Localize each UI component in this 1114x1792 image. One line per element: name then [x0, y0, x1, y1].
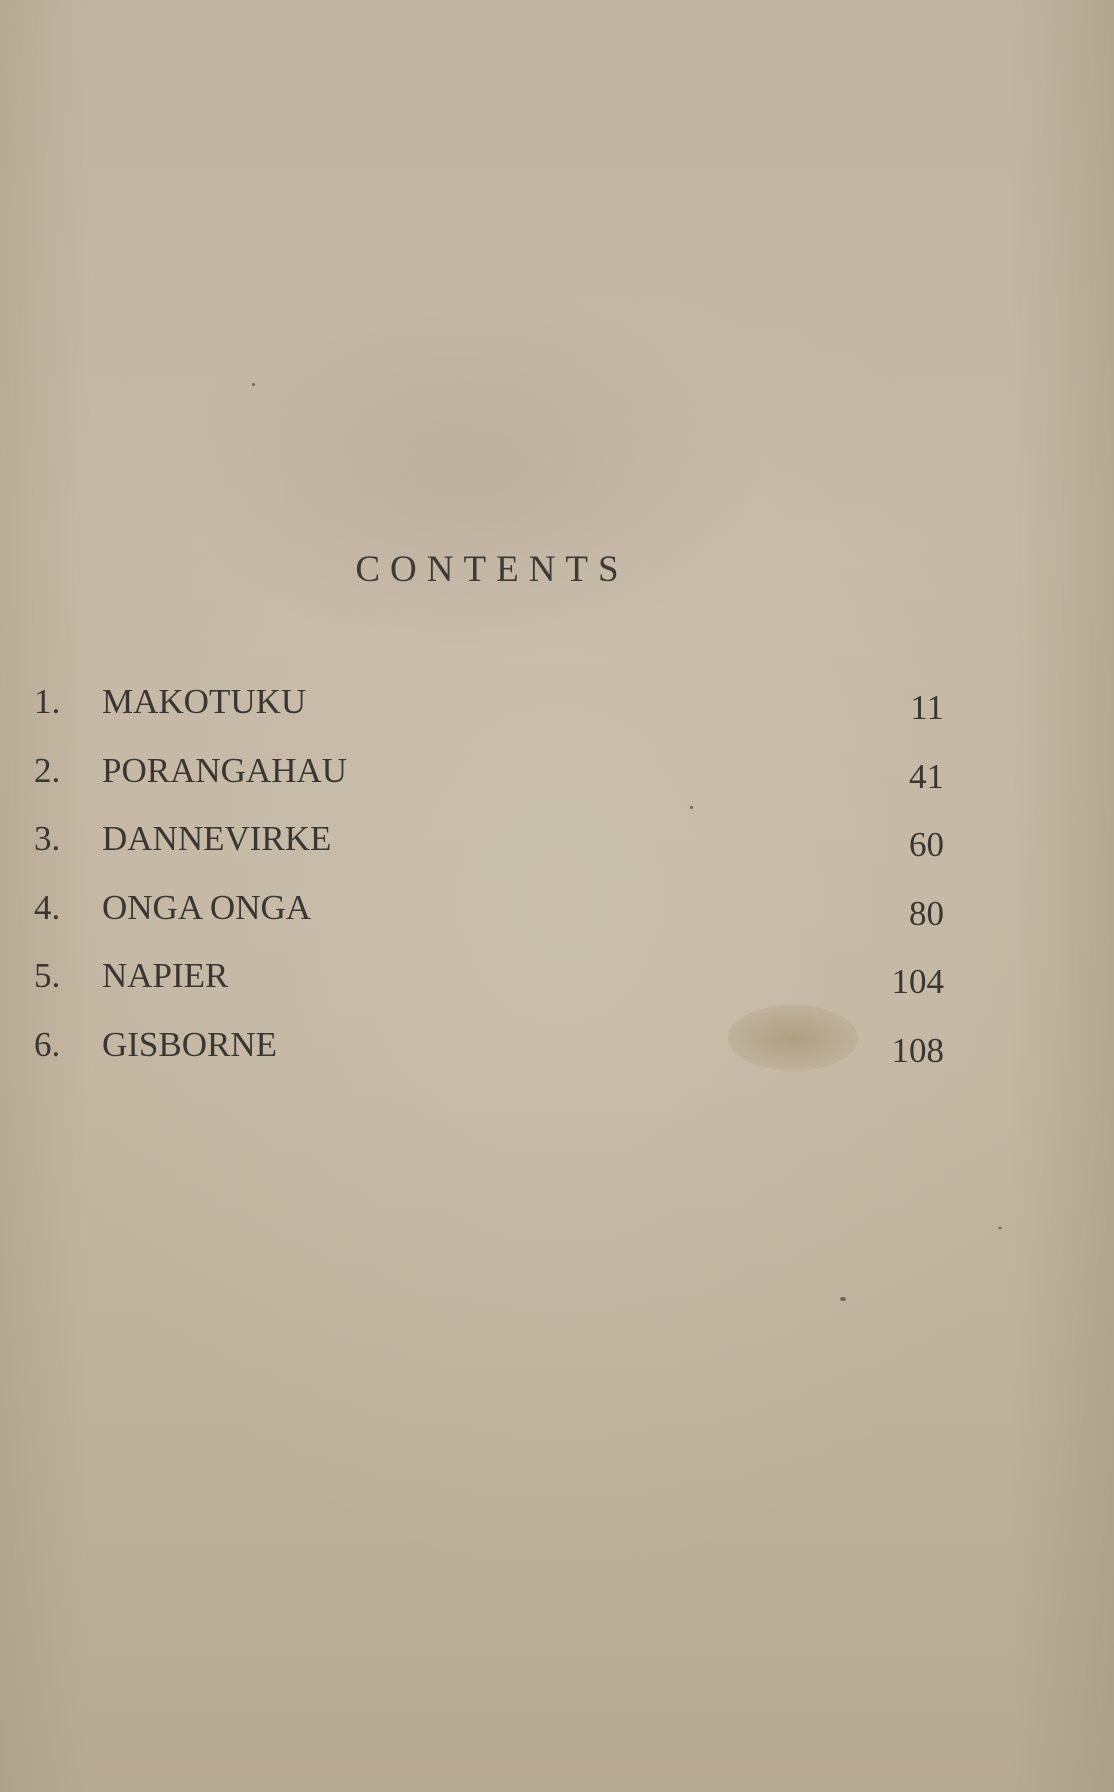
page-number: 108	[891, 1030, 944, 1070]
chapter-number: 6.	[34, 1024, 61, 1064]
toc-entry[interactable]	[34, 680, 944, 749]
chapter-title: PORANGAHAU	[102, 750, 348, 790]
chapter-number: 1.	[34, 682, 61, 721]
page-number: 41	[909, 756, 944, 796]
chapter-number: 4.	[34, 887, 61, 927]
page-number: 60	[909, 825, 944, 864]
toc-entry[interactable]	[34, 886, 944, 955]
chapter-title: DANNEVIRKE	[102, 819, 332, 858]
toc-entry[interactable]	[34, 954, 944, 1023]
page-number: 80	[909, 893, 944, 933]
paper-speck	[252, 383, 255, 386]
paper-speck	[840, 1297, 846, 1301]
chapter-title: MAKOTUKU	[102, 682, 307, 721]
chapter-title: GISBORNE	[102, 1024, 278, 1064]
paper-speck	[998, 1227, 1002, 1229]
chapter-number: 3.	[34, 819, 61, 858]
contents-heading: CONTENTS	[355, 549, 629, 590]
chapter-title: NAPIER	[102, 956, 229, 995]
chapter-title: ONGA ONGA	[102, 887, 312, 927]
table-of-contents	[34, 680, 944, 1091]
chapter-number: 5.	[34, 956, 61, 995]
toc-entry[interactable]	[34, 749, 944, 818]
toc-entry[interactable]	[34, 817, 944, 886]
toc-entry[interactable]	[34, 1023, 944, 1092]
page-number: 11	[910, 688, 944, 727]
chapter-number: 2.	[34, 750, 61, 790]
page-number: 104	[891, 962, 944, 1001]
